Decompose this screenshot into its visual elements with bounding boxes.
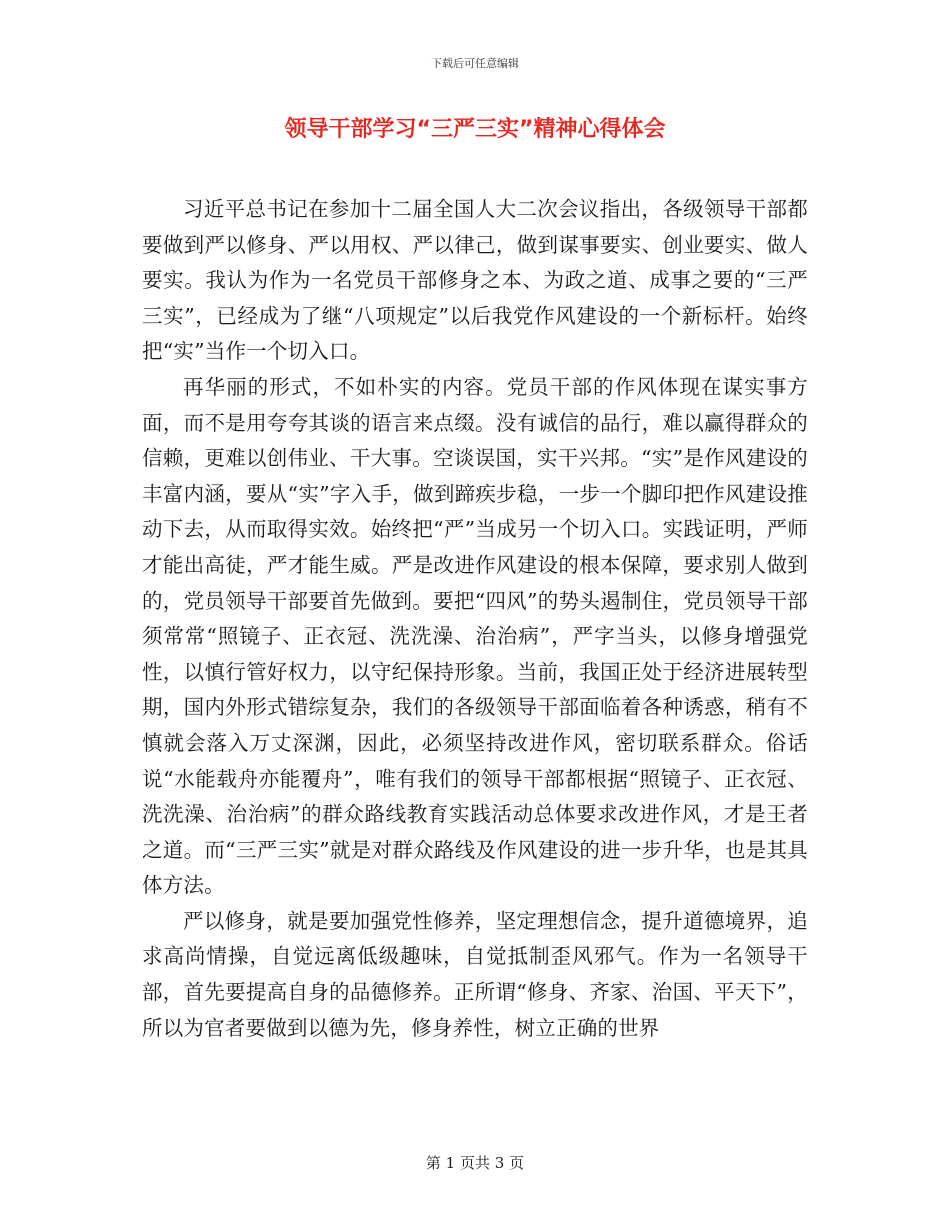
document-title: 领导干部学习“三严三实”精神心得体会 <box>284 117 666 142</box>
paragraph-3: 严以修身，就是要加强党性修养，坚定理想信念，提升道德境界，追求高尚情操，自觉远离低级趣味，自觉抵制歪风邪气。作为一名领导干部，首先要提高自身的品德修养。正所谓“修身、齐家、治国、平天下”，所以为官者要做到以德为先，修身养性，树立正确的世界 <box>142 908 808 1040</box>
page-number: 第 1 页共 3 页 <box>425 1154 525 1172</box>
document-body <box>142 192 808 1046</box>
header-note: 下载后可任意编辑 <box>431 57 519 70</box>
paragraph-2: 再华丽的形式，不如朴实的内容。党员干部的作风体现在谋实事方面，而不是用夸夸其谈的语言来点缀。没有诚信的品行，难以赢得群众的信赖，更难以创伟业、干大事。空谈误国，实干兴邦。“实”是作风建设的丰富内涵，要从“实”字入手，做到蹄疾步稳，一步一个脚印把作风建设推动下去，从而取得实效。始终把“严”当成另一个切入口。实践证明，严师才能出高徒，严才能生威。严是改进作风建设的根本保障，要求别人做到的，党员领导干部要首先做到。要把“四风”的势头遏制住，党员领导干部须常常“照镜子、正衣冠、洗洗澡、治治病”，严字当头，以修身增强党性，以慎行管好权力，以守纪保持形象。当前，我国正处于经济进展转型期，国内外形式错综复杂，我们的各级领导干部面临着各种诱惑，稍有不慎就会落入万丈深渊，因此，必须坚持改进作风，密切联系群众。俗话说“水能载舟亦能覆舟”，唯有我们的领导干部都根据“照镜子、正衣冠、洗洗澡、治治病”的群众路线教育实践活动总体要求改进作风，才是王者之道。而“三严三实”就是对群众路线及作风建设的进一步升华，也是其具体方法。 <box>142 374 808 898</box>
paragraph-1: 习近平总书记在参加十二届全国人大二次会议指出，各级领导干部都要做到严以修身、严以用权、严以律己，做到谋事要实、创业要实、做人要实。我认为作为一名党员干部修身之本、为政之道、成事之要的“三严三实”，已经成为了继“八项规定”以后我党作风建设的一个新标杆。始终把“实”当作一个切入口。 <box>142 197 808 364</box>
